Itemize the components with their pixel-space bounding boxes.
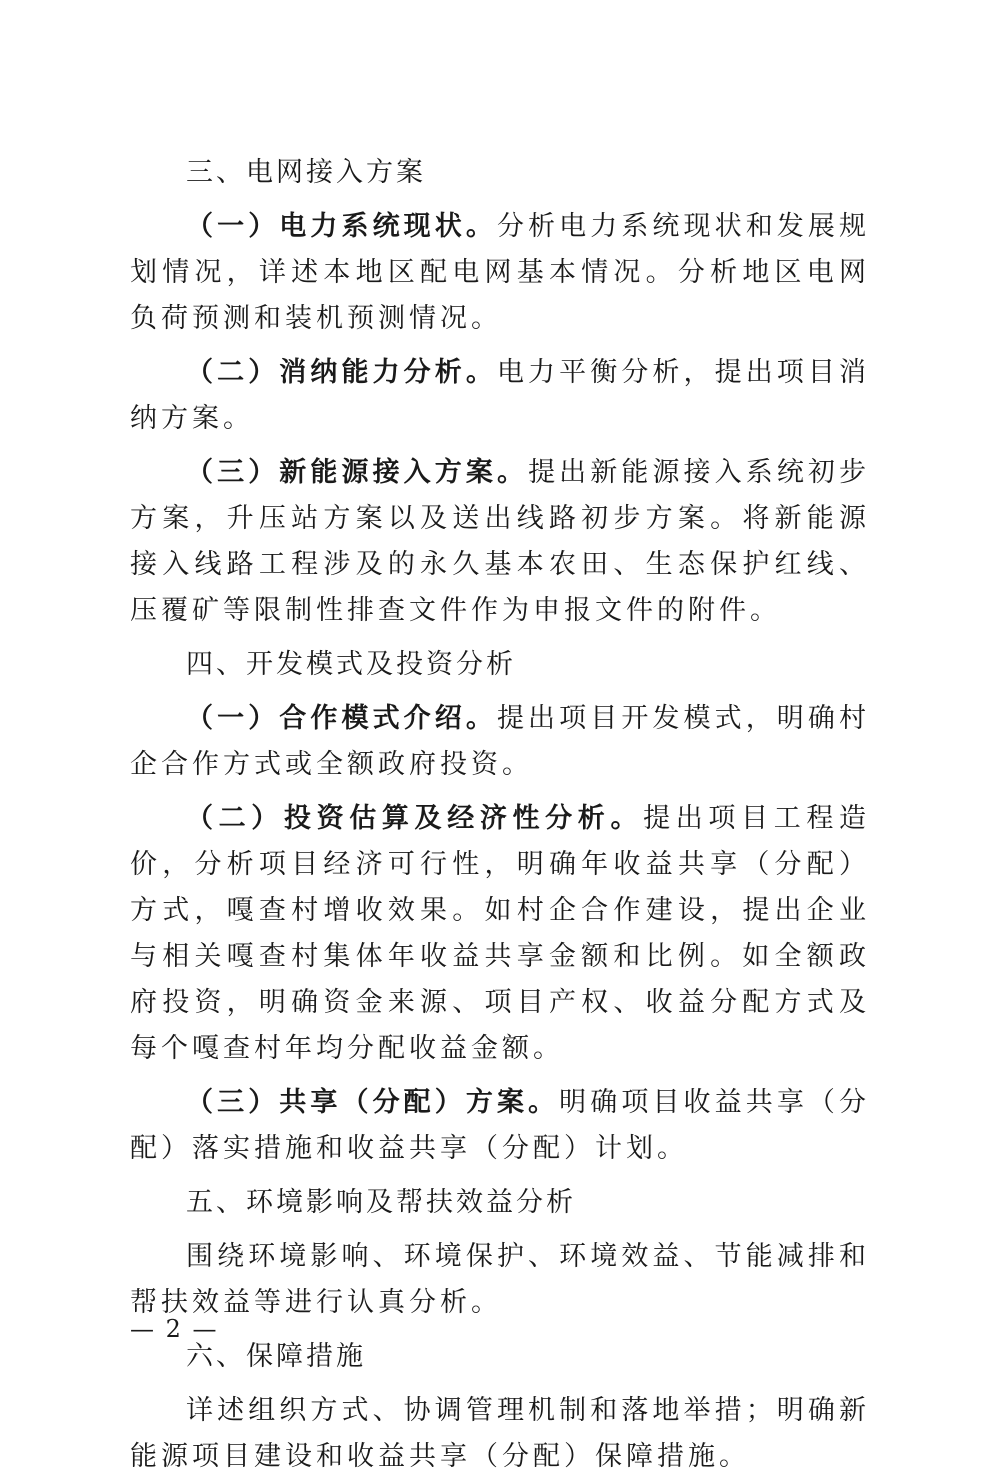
paragraph-text: 提出项目开发模式，明确村企合作方式或全额政府投资。	[130, 703, 871, 780]
section-3-paragraph-3	[130, 450, 870, 634]
section-4-paragraph-3	[130, 1080, 870, 1172]
section-6-heading: 六、保障措施	[186, 1341, 366, 1372]
section-4-heading: 四、开发模式及投资分析	[186, 649, 516, 680]
paragraph-lead: （一）合作模式介绍。	[186, 703, 497, 734]
paragraph-text: 分析电力系统现状和发展规划情况，详述本地区配电网基本情况。分析地区电网负荷预测和装机预测情况。	[130, 211, 871, 334]
section-3-heading: 三、电网接入方案	[186, 157, 426, 188]
page-number: — 2 —	[130, 1315, 219, 1343]
section-4-paragraph-1	[130, 696, 870, 788]
section-4-paragraph-2	[130, 796, 870, 1072]
paragraph-text: 电力平衡分析，提出项目消纳方案。	[130, 357, 871, 434]
paragraph-lead: （三）共享（分配）方案。	[186, 1087, 560, 1118]
paragraph-lead: （三）新能源接入方案。	[186, 457, 529, 488]
paragraph-text: 明确项目收益共享（分配）落实措施和收益共享（分配）计划。	[130, 1087, 871, 1164]
section-5-paragraph-1: 围绕环境影响、环境保护、环境效益、节能减排和帮扶效益等进行认真分析。	[130, 1241, 870, 1318]
paragraph-lead: （一）电力系统现状。	[186, 211, 497, 242]
paragraph-text: 提出项目工程造价，分析项目经济可行性，明确年收益共享（分配）方式，嘎查村增收效果。如村企合作建设，提出企业与相关嘎查村集体年收益共享金额和比例。如全额政府投资，明确资金来源、项目产权、收益分配方式及每个嘎查村年均分配收益金额。	[130, 803, 871, 1064]
paragraph-text: 提出新能源接入系统初步方案，升压站方案以及送出线路初步方案。将新能源接入线路工程涉及的永久基本农田、生态保护红线、压覆矿等限制性排查文件作为申报文件的附件。	[130, 457, 871, 626]
section-6-paragraph-1: 详述组织方式、协调管理机制和落地举措；明确新能源项目建设和收益共享（分配）保障措施。	[130, 1395, 870, 1472]
paragraph-lead: （二）消纳能力分析。	[186, 357, 497, 388]
document-body	[130, 150, 870, 1480]
section-3-paragraph-2	[130, 350, 870, 442]
paragraph-lead: （二）投资估算及经济性分析。	[186, 803, 644, 834]
section-3-paragraph-1	[130, 204, 870, 342]
section-5-heading: 五、环境影响及帮扶效益分析	[186, 1187, 576, 1218]
